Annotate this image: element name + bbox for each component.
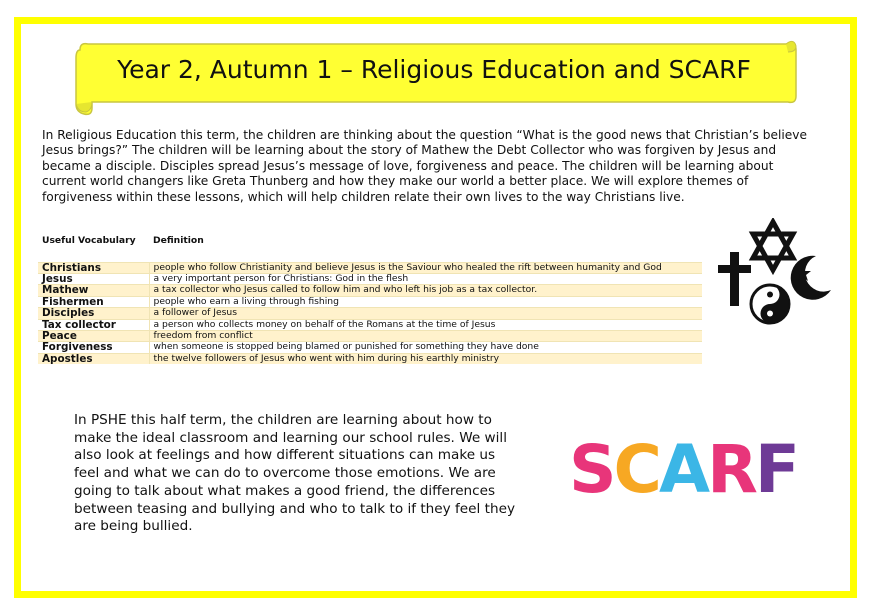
table-row: [38, 330, 702, 341]
logo-letter: A: [658, 432, 708, 504]
star-and-crescent-icon: [791, 256, 831, 300]
re-intro-paragraph: In Religious Education this term, the children are thinking about the question “What is the good news that Christian’s believe Jesus brings?” The children will be learning about the story of Mathew the Debt Collector who was forgiven by Jesus and became a disciple. Disciples spread Jesus’s message of love, forgiveness and peace. The children will be learning about current world changers like Greta Thunberg and how they make our world a better place. We will explore themes of forgiveness within these lessons, which will help children relate their own lives to the way Christians live.: [42, 128, 807, 204]
table-row: [38, 308, 702, 319]
scarf-logo: [565, 432, 795, 504]
vocab-term: Jesus: [38, 273, 149, 284]
table-row: [38, 319, 702, 330]
vocab-definition: people who follow Christianity and believe Jesus is the Saviour who healed the rift between humanity and God: [149, 262, 702, 273]
vocab-definition: a tax collector who Jesus called to follow him and who left his job as a tax collector.: [149, 285, 702, 296]
logo-letter: F: [754, 432, 795, 504]
star-of-david-icon: [753, 222, 793, 270]
title-banner: [70, 38, 798, 118]
vocab-term: Fishermen: [38, 296, 149, 307]
header-definition: Definition: [149, 236, 702, 262]
vocabulary-table: [38, 236, 702, 364]
cross-icon: [718, 252, 751, 306]
vocab-definition: freedom from conflict: [149, 330, 702, 341]
logo-letter: R: [707, 432, 755, 504]
vocab-term: Forgiveness: [38, 342, 149, 353]
religious-symbols: [716, 218, 836, 328]
vocab-definition: when someone is stopped being blamed or punished for something they have done: [149, 342, 702, 353]
logo-letter: C: [613, 432, 659, 504]
vocab-term: Disciples: [38, 308, 149, 319]
table-header-row: [38, 236, 702, 262]
pshe-paragraph: In PSHE this half term, the children are learning about how to make the ideal classroom and learning our school rules. We will also look at feelings and how different situations can make us feel and what we can do to overcome those emotions. We are going to talk about what makes a good friend, the differences between teasing and bullying and who to talk to if they feel they are being bullied.: [74, 412, 515, 535]
vocab-definition: a follower of Jesus: [149, 308, 702, 319]
yin-yang-icon: [751, 285, 789, 323]
vocab-term: Apostles: [38, 353, 149, 364]
vocab-term: Peace: [38, 330, 149, 341]
table-row: [38, 262, 702, 273]
vocab-definition: a person who collects money on behalf of the Romans at the time of Jesus: [149, 319, 702, 330]
vocab-definition: a very important person for Christians: God in the flesh: [149, 273, 702, 284]
table-row: [38, 353, 702, 364]
table-row: [38, 342, 702, 353]
vocab-term: Christians: [38, 262, 149, 273]
vocab-term: Tax collector: [38, 319, 149, 330]
svg-text:SCARF: [569, 432, 795, 504]
page-title: Year 2, Autumn 1 – Religious Education and SCARF: [117, 55, 751, 84]
table-row: [38, 273, 702, 284]
vocab-definition: people who earn a living through fishing: [149, 296, 702, 307]
table-row: [38, 296, 702, 307]
vocab-term: Mathew: [38, 285, 149, 296]
header-vocabulary: Useful Vocabulary: [38, 236, 149, 262]
logo-letter: S: [569, 432, 614, 504]
vocab-definition: the twelve followers of Jesus who went with him during his earthly ministry: [149, 353, 702, 364]
table-row: [38, 285, 702, 296]
